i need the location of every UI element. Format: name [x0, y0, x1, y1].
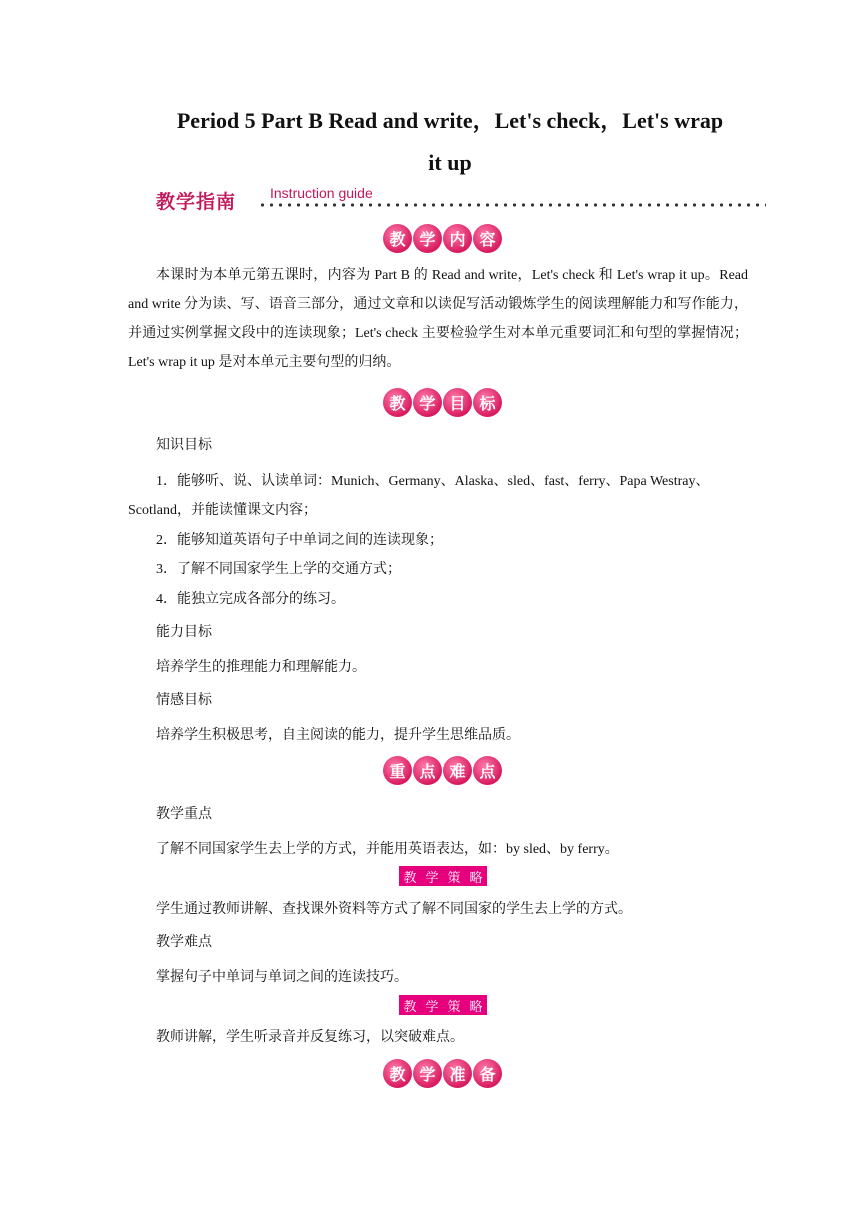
badge-char: 重 — [383, 756, 412, 785]
emotion-goal-heading: 情感目标 — [156, 692, 212, 708]
badge-char: 标 — [473, 388, 502, 417]
badge-char: 难 — [443, 756, 472, 785]
strategy-char: 策 — [443, 995, 465, 1015]
badge-char: 点 — [473, 756, 502, 785]
page-title-line-1: Period 5 Part B Read and write，Let's check，Let's wrap — [176, 108, 724, 133]
emotion-goal-text: 培养学生积极思考，自主阅读的能力，提升学生思维品质。 — [156, 728, 520, 743]
badge-char: 学 — [413, 1059, 442, 1088]
strategy-char: 学 — [421, 995, 443, 1015]
key-point-text: 了解不同国家学生去上学的方式，并能用英语表达，如：by sled、by ferry。 — [156, 842, 619, 857]
section-badge-key-points — [383, 756, 502, 786]
badge-char: 准 — [443, 1059, 472, 1088]
strategy-char: 教 — [399, 995, 421, 1015]
content-paragraph: 本课时为本单元第五课时，内容为 Part B 的 Read and write，Let's check 和 Let's wrap it up。Read and write 分为读、写、语音三部分，通过文章和以读促写活动锻炼学生的阅读理解能力和写作能力，并通过实例掌握文段中的连读现象；Let's check 主要检验学生对本单元重要词汇和句型的掌握情况；Let's wrap it up 是对本单元主要句型的归纳。 — [128, 268, 748, 370]
strategy-char: 学 — [421, 866, 443, 886]
difficulty-heading: 教学难点 — [156, 934, 212, 950]
badge-char: 教 — [383, 388, 412, 417]
section-badge-preparation — [383, 1059, 502, 1089]
badge-char: 容 — [473, 224, 502, 253]
instruction-guide-cn: 教学指南 — [156, 191, 237, 213]
instruction-guide-bar — [156, 183, 766, 213]
ability-goal-heading: 能力目标 — [156, 624, 212, 640]
section-badge-content — [383, 224, 502, 254]
section-badge-goals — [383, 388, 502, 418]
knowledge-item-3: 3．了解不同国家学生上学的交通方式； — [156, 562, 401, 577]
key-point-heading: 教学重点 — [156, 806, 212, 822]
dotted-divider — [258, 202, 766, 208]
key-point-strategy: 学生通过教师讲解、查找课外资料等方式了解不同国家的学生去上学的方式。 — [156, 902, 632, 917]
strategy-char: 教 — [399, 866, 421, 886]
badge-char: 目 — [443, 388, 472, 417]
strategy-label-1 — [399, 866, 487, 886]
badge-char: 教 — [383, 224, 412, 253]
badge-char: 教 — [383, 1059, 412, 1088]
knowledge-item-4: 4．能独立完成各部分的练习。 — [156, 592, 345, 607]
strategy-char: 略 — [465, 995, 487, 1015]
strategy-char: 策 — [443, 866, 465, 886]
badge-char: 点 — [413, 756, 442, 785]
strategy-label-2 — [399, 995, 487, 1015]
knowledge-goal-heading: 知识目标 — [156, 437, 212, 453]
badge-char: 学 — [413, 388, 442, 417]
badge-char: 备 — [473, 1059, 502, 1088]
knowledge-item-2: 2．能够知道英语句子中单词之间的连读现象； — [156, 533, 443, 548]
strategy-char: 略 — [465, 866, 487, 886]
difficulty-text: 掌握句子中单词与单词之间的连读技巧。 — [156, 970, 408, 985]
difficulty-strategy: 教师讲解，学生听录音并反复练习，以突破难点。 — [156, 1030, 464, 1045]
ability-goal-text: 培养学生的推理能力和理解能力。 — [156, 660, 366, 675]
knowledge-item-1-cont: Scotland，并能读懂课文内容； — [128, 503, 317, 518]
instruction-guide-en: Instruction guide — [270, 185, 373, 201]
knowledge-item-1: 1．能够听、说、认读单词：Munich、Germany、Alaska、sled、fast、ferry、Papa Westray、 — [156, 474, 710, 489]
badge-char: 学 — [413, 224, 442, 253]
badge-char: 内 — [443, 224, 472, 253]
page-title-line-2: it up — [428, 150, 472, 175]
